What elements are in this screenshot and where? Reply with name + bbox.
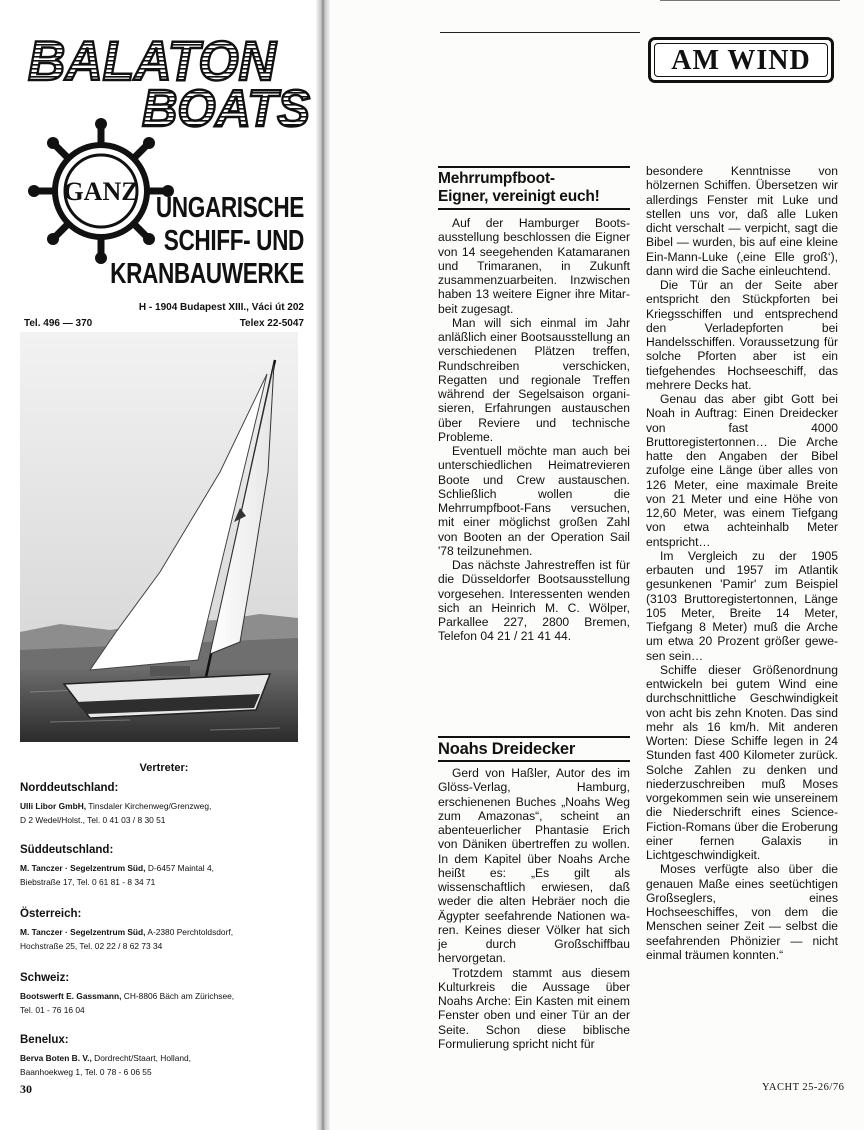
- article1-paragraph: Auf der Hamburger Bootsausstellung beschlossen die Eigner von 14 seegehenden Katamaranen und Trimaranen, in Zukunft zusammenzuarbeiten. Inzwischen haben 13 weitere Eigner ihre Mitarbeit zugesagt.: [438, 216, 630, 316]
- headline-line-1: Mehrrumpfboot-: [438, 170, 555, 187]
- article2-paragraph: Im Vergleich zu der 1905 erbauten und 1957 im Atlantik gesunkenen 'Pamir' zum Beispiel (3103 Bruttoregistertonnen, Länge 105 Meter, Breite 14 Meter, Tiefgang 8 Meter) muß die Arche um etwa 20 Prozent größer gewesen sein…: [646, 548, 838, 663]
- rep-contact: Hochstraße 25, Tel. 02 22 / 8 62 73 34: [20, 941, 163, 951]
- company-line-1: UNGARISCHE: [155, 192, 304, 224]
- representative-south-germany: [20, 844, 310, 889]
- article2-body-part1: [438, 766, 630, 1051]
- rep-address: Tinsdaler Kirchenweg/Grenzweg,: [86, 801, 212, 811]
- rep-company: M. Tanczer · Segelzentrum Süd,: [20, 927, 146, 937]
- representative-austria: [20, 908, 310, 953]
- column-title: AM WIND: [654, 43, 828, 77]
- headline-rule-bottom: [438, 760, 630, 762]
- rep-address: CH-8806 Bäch am Zürichsee,: [121, 991, 235, 1001]
- headline-line-2: Eigner, vereinigt euch!: [438, 188, 600, 205]
- magazine-footer: YACHT 25-26/76: [762, 1082, 845, 1093]
- article1-paragraph: Das nächste Jahrestreffen ist für die Düsseldorfer Bootsausstellung vorgesehen. Interessenten wenden sich an Heinrich M. C. Wölper, Parkallee 227, 2800 Bremen, Telefon 04 21 / 21 41 44.: [438, 558, 630, 644]
- representative-benelux: [20, 1034, 310, 1079]
- article1-paragraph: Eventuell möchte man auch bei unterschiedlichen Heimatrevieren Boote und Crew austauschen. Schließlich wollen die Mehrrumpfboot-Fans versuchen, mit einer möglichst großen Zahl von Booten an der Operation Sail '78 teilzunehmen.: [438, 444, 630, 558]
- article2-paragraph: Schiffe dieser Größenordnung entwickeln bei gutem Wind eine durchschnittliche Geschwindigkeit von acht bis zehn Knoten. Das sind mehr als 16 km/h. Mit anderen Worten: Diese Schiffe legen in 24 Stunden fast 400 Kilometer zurück. Solche Zahlen zu denken und niederzuschreiben muß Moses vorgekommen sein wie unsereinem die Niederschrift eines Science-Fiction-Romans über die Eroberung einer fernen Galaxis in Lichtgeschwindigkeit.: [646, 662, 838, 862]
- headline-rule-bottom: [438, 208, 630, 210]
- article1-paragraph: Man will sich einmal im Jahr anläßlich einer Bootsausstellung an verschiedenen Plätzen treffen, Rundschreiben verschicken, Regatten und regionale Treffen während der Segelsaison organisieren, Erfahrungen austauschen über Reviere und technische Probleme.: [438, 315, 630, 444]
- rep-company: Ulli Libor GmbH,: [20, 801, 87, 811]
- article2-paragraph: Gerd von Haßler, Autor des im Glöss-Verlag, Hamburg, erschienenen Buches „Noahs Weg zum Amazonas“, scheint an abenteuerlicher Phantasie Erich von Däniken übertreffen zu wollen. In dem Kapitel über Noahs Arche heißt es: „Es gilt als wissenschaftlich erwiesen, daß weder die alten Hebräer noch die Ägypter seefahrende Nationen waren. Keines dieser Völker hat sich je durch Großschiffbau hervorgetan.: [438, 766, 630, 966]
- rep-company: Berva Boten B. V.,: [20, 1053, 92, 1063]
- rep-address: A-2380 Perchtoldsdorf,: [145, 927, 234, 937]
- article2-paragraph: Moses verfügte also über die genauen Maße eines seetüchtigen Großseglers, eines Hochseeschiffes, von dem die Menschen seiner Zeit — selbst die seefahrenden Phönizier — nicht einmal träumen konnten.“: [646, 862, 838, 962]
- rep-company: M. Tanczer · Segelzentrum Süd,: [20, 863, 146, 873]
- emblem-text: GANZ: [63, 177, 139, 206]
- article1-headline-text: [438, 168, 630, 208]
- article2-body-part2: [646, 164, 838, 962]
- article2-paragraph: Genau das aber gibt Gott bei Noah in Auftrag: Einen Dreidecker von fast 4000 Bruttoregistertonnen… Die Arche hatte den Angaben der Bibel zufolge eine Länge über alles von 126 Meter, eine maximale Breite von 21 Meter und eine Höhe von 12,60 Meter, was einem Tiefgang von etwa achteinhalb Meter entspricht…: [646, 392, 838, 549]
- logo-line2: BOATS: [142, 80, 311, 132]
- representatives-title: Vertreter:: [139, 762, 189, 774]
- representative-switzerland: [20, 972, 310, 1017]
- company-line-2: SCHIFF- UND: [163, 225, 304, 257]
- representative-north-germany: [20, 782, 310, 827]
- article1-headline: [438, 166, 630, 210]
- rep-region: Süddeutschland:: [20, 844, 114, 856]
- sailboat-photo: [20, 332, 298, 742]
- article2-paragraph: besondere Kenntnisse von hölzernen Schiffen. Übersetzen wir allerdings Fenster mit Luke und stellen uns vor, daß alle Luken dicht verschalt — verpicht, sagt die Bibel — wurden, bis auf eine kleine Ein-Mann-Luke (‚eine Elle groß‘), dann wird die Sache einleuchtend.: [646, 164, 838, 278]
- rep-address: Dordrecht/Staart, Holland,: [91, 1053, 191, 1063]
- page-number-left: 30: [20, 1082, 32, 1096]
- rep-company: Bootswerft E. Gassmann,: [20, 991, 122, 1001]
- article2-paragraph: Trotzdem stammt aus diesem Kulturkreis die Aussage über Noahs Arche: Ein Kasten mit einem Fenster oben und einer Tür an der Seite. Schon diese biblische Formulierung spricht nicht für: [438, 965, 630, 1051]
- header-rule: [440, 32, 640, 33]
- article2-headline-text: Noahs Dreidecker: [438, 740, 576, 758]
- rep-region: Österreich:: [20, 908, 82, 920]
- article2-headline: [438, 736, 630, 762]
- telex: Telex 22-5047: [239, 318, 304, 329]
- rep-contact: Biebstraße 17, Tel. 0 61 81 - 8 34 71: [20, 877, 156, 887]
- rep-contact: D 2 Wedel/Holst., Tel. 0 41 03 / 8 30 51: [20, 815, 166, 825]
- top-edge-rule: [660, 0, 840, 1]
- rep-contact: Tel. 01 - 76 16 04: [20, 1005, 85, 1015]
- advertisement: [14, 20, 314, 1120]
- contact-row: [24, 318, 304, 329]
- company-name: [14, 192, 304, 291]
- article2-paragraph: Die Tür an der Seite aber entspricht den Stückpforten bei Kriegsschiffen und entsprechend den Verladepforten bei Handelsschiffen. Voraussetzung für solche Pforten aber ist ein tiefgehendes Hochseeschiff, das mehrere Decks hat.: [646, 278, 838, 392]
- logo-line1: BALATON: [28, 29, 278, 92]
- rep-region: Schweiz:: [20, 972, 70, 984]
- rep-region: Norddeutschland:: [20, 782, 119, 794]
- rep-address: D-6457 Maintal 4,: [145, 863, 214, 873]
- company-address: H - 1904 Budapest XIII., Váci út 202: [138, 302, 304, 313]
- company-line-3: KRANBAUWERKE: [110, 258, 304, 290]
- page-gutter: [316, 0, 330, 1130]
- column-title-badge: [648, 37, 834, 83]
- rep-contact: Baanhoekweg 1, Tel. 0 78 - 6 06 55: [20, 1067, 152, 1077]
- rep-region: Benelux:: [20, 1034, 69, 1046]
- telephone: Tel. 496 — 370: [24, 318, 93, 329]
- article1-body: [438, 216, 630, 644]
